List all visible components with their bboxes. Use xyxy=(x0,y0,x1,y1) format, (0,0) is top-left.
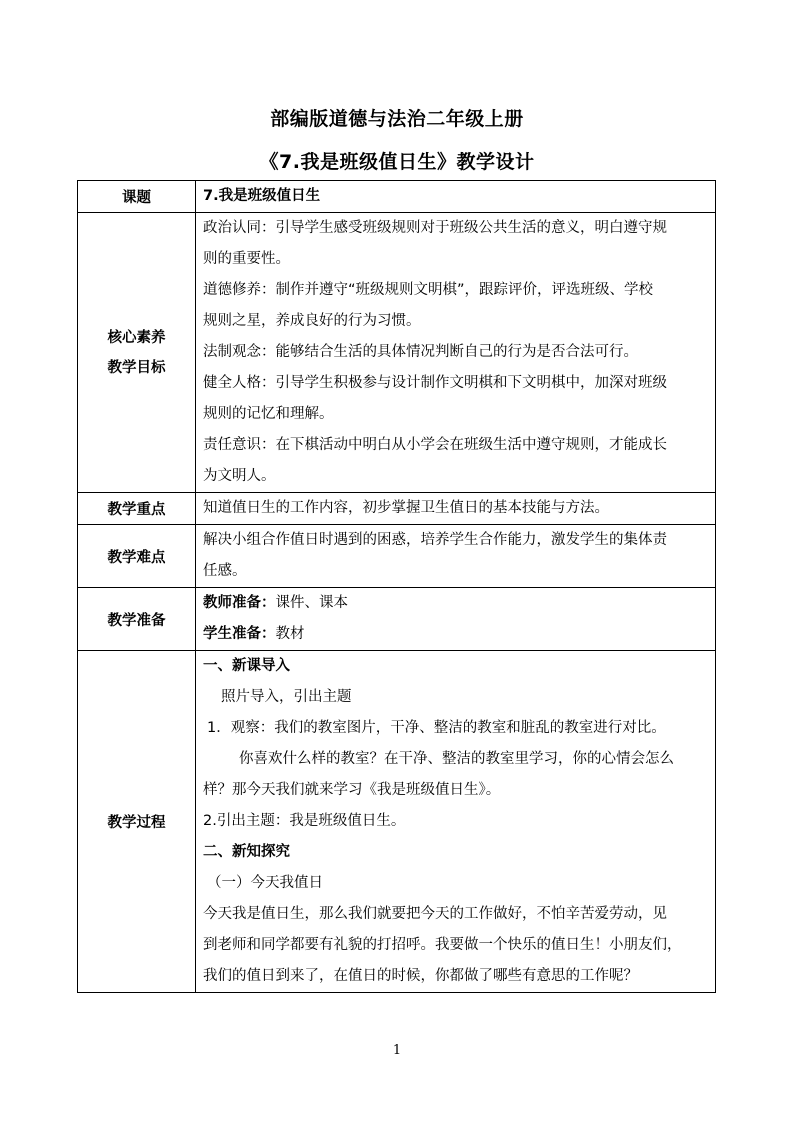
process-paragraph-line: 今天我是值日生，那么我们就要把今天的工作做好，不怕辛苦爱劳动，见 xyxy=(203,906,667,922)
topic-value: 7.我是班级值日生 xyxy=(203,188,321,204)
table-row-preparation xyxy=(78,588,716,651)
process-paragraph-line: 到老师和同学都要有礼貌的打招呼。我要做一个快乐的值日生！小朋友们， xyxy=(203,937,682,953)
section-heading: 一、新课导入 xyxy=(203,658,290,674)
goals-line: 责任意识：在下棋活动中明白从小学会在班级生活中遵守规则，才能成长 xyxy=(203,437,667,453)
goals-line: 健全人格：引导学生积极参与设计制作文明棋和下文明棋中，加深对班级 xyxy=(203,375,667,391)
goals-line: 政治认同：引导学生感受班级规则对于班级公共生活的意义，明白遵守规 xyxy=(203,220,667,236)
preparation-label: 教学准备 xyxy=(78,588,196,651)
difficulty-line: 解决小组合作值日时遇到的困惑，培养学生合作能力，激发学生的集体责 xyxy=(203,532,667,548)
table-row-topic xyxy=(78,181,716,213)
process-content xyxy=(196,651,716,993)
difficulty-line: 任感。 xyxy=(203,563,247,579)
student-preparation-label: 学生准备： xyxy=(203,626,276,642)
goals-line: 则的重要性。 xyxy=(203,251,290,267)
page-number: 1 xyxy=(392,1043,402,1058)
goals-label-line1: 核心素养 xyxy=(107,329,166,346)
teacher-preparation-label: 教师准备： xyxy=(203,595,276,611)
lesson-plan-table xyxy=(77,180,716,993)
goals-line: 法制观念：能够结合生活的具体情况判断自己的行为是否合法可行。 xyxy=(203,344,638,360)
topic-label: 课题 xyxy=(78,181,196,213)
goals-line: 道德修养：制作并遵守“班级规则文明棋”，跟踪评价，评选班级、学校 xyxy=(203,282,654,298)
document-subtitle: 《7.我是班级值日生》教学设计 xyxy=(259,151,535,173)
teacher-preparation-value: 课件、课本 xyxy=(275,595,348,611)
key-point-label: 教学重点 xyxy=(78,493,196,525)
process-question: 样？那今天我们就来学习《我是班级值日生》。 xyxy=(203,782,501,798)
table-row-difficulty xyxy=(78,525,716,588)
process-step: 2.引出主题：我是班级值日生。 xyxy=(203,813,406,829)
teacher-preparation xyxy=(203,588,709,619)
student-preparation-value: 教材 xyxy=(275,626,305,642)
goals-line: 为文明人。 xyxy=(203,468,276,484)
goals-label-line2: 教学目标 xyxy=(107,359,166,376)
process-label: 教学过程 xyxy=(78,651,196,993)
process-intro: 照片导入，引出主题 xyxy=(221,689,352,705)
key-point-value: 知道值日生的工作内容，初步掌握卫生值日的基本技能与方法。 xyxy=(203,500,609,516)
process-step: 1．观察：我们的教室图片，干净、整洁的教室和脏乱的教室进行对比。 xyxy=(207,720,666,736)
table-row-key-point xyxy=(78,493,716,525)
table-row-process xyxy=(78,651,716,993)
difficulty-label: 教学难点 xyxy=(78,525,196,588)
process-paragraph-line: 我们的值日到来了，在值日的时候，你都做了哪些有意思的工作呢？ xyxy=(203,968,638,984)
section-heading: 二、新知探究 xyxy=(203,844,290,860)
table-row-goals xyxy=(78,213,716,493)
goals-line: 规则的记忆和理解。 xyxy=(203,406,334,422)
goals-line: 规则之星，养成良好的行为习惯。 xyxy=(203,313,421,329)
goals-label xyxy=(78,213,196,493)
goals-content xyxy=(196,213,716,493)
process-question: 你喜欢什么样的教室？在干净、整洁的教室里学习，你的心情会怎么 xyxy=(239,751,674,767)
student-preparation xyxy=(203,619,709,650)
subsection-heading: （一）今天我值日 xyxy=(207,875,323,891)
document-title: 部编版道德与法治二年级上册 xyxy=(270,108,524,130)
